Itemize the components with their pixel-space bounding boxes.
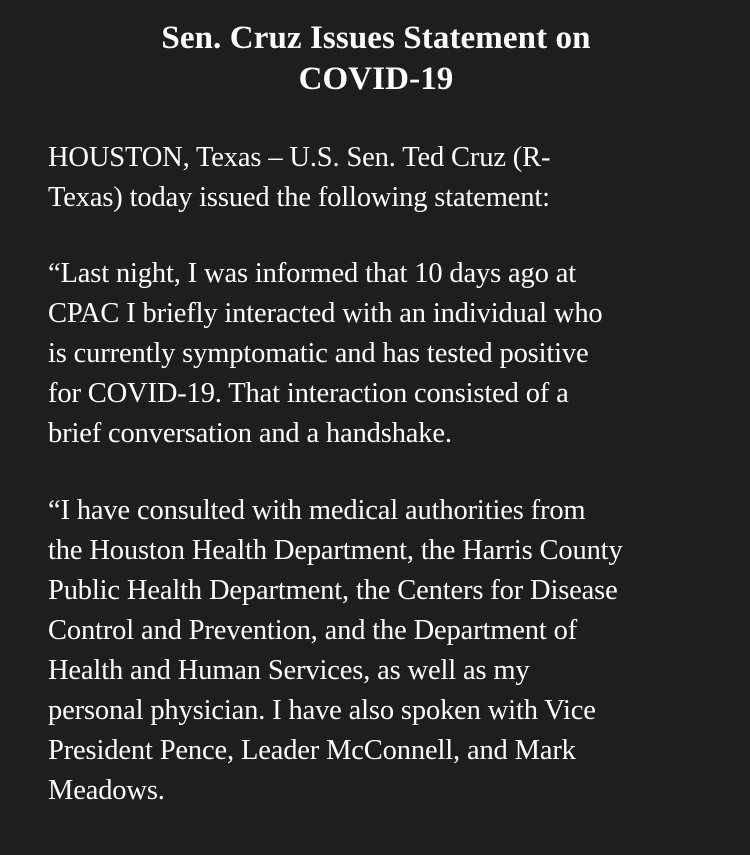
intro-paragraph	[48, 138, 704, 218]
title-line: COVID-19	[298, 61, 454, 97]
paragraph-line: the Houston Health Department, the Harris County	[48, 535, 623, 566]
title-line: Sen. Cruz Issues Statement on	[161, 20, 591, 56]
paragraph-line: is currently symptomatic and has tested positive	[48, 338, 589, 369]
paragraph-line: for COVID-19. That interaction consisted of a	[48, 378, 569, 409]
paragraph-line: Texas) today issued the following statement:	[48, 182, 550, 213]
paragraph-line: personal physician. I have also spoken with Vice	[48, 695, 596, 726]
paragraph-line: CPAC I briefly interacted with an individual who	[48, 298, 603, 329]
quote-paragraph-2	[48, 491, 704, 811]
paragraph-line: HOUSTON, Texas – U.S. Sen. Ted Cruz (R-	[48, 142, 551, 173]
paragraph-line: brief conversation and a handshake.	[48, 418, 452, 449]
paragraph-line: “I have consulted with medical authorities from	[48, 495, 586, 526]
quote-paragraph-1	[48, 254, 704, 454]
paragraph-line: Public Health Department, the Centers for Disease	[48, 575, 618, 606]
statement-title	[48, 18, 704, 100]
paragraph-line: Control and Prevention, and the Department of	[48, 615, 578, 646]
paragraph-line: “Last night, I was informed that 10 days ago at	[48, 258, 576, 289]
paragraph-line: President Pence, Leader McConnell, and Mark	[48, 735, 576, 766]
paragraph-line: Health and Human Services, as well as my	[48, 655, 530, 686]
paragraph-line: Meadows.	[48, 775, 165, 806]
